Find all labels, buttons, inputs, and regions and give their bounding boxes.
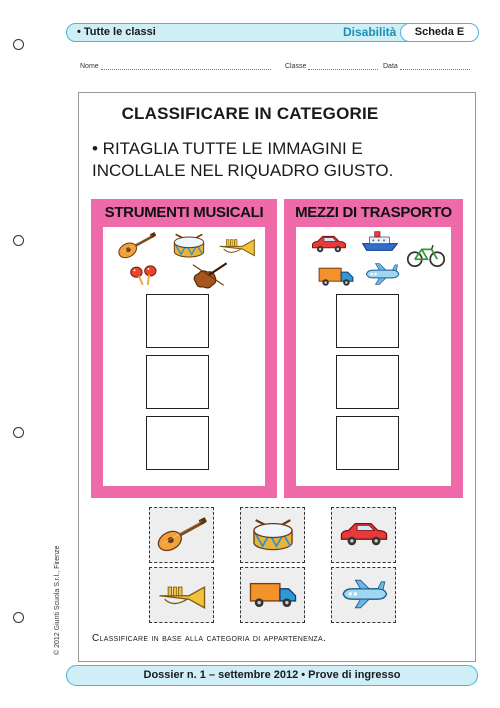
cutout-card[interactable] [149,567,214,623]
binder-hole [13,39,24,50]
cutout-card[interactable] [331,567,396,623]
binder-hole [13,427,24,438]
sheet-badge: Scheda E [400,23,479,42]
ship-icon [360,227,400,255]
car-icon [310,231,348,257]
paste-box[interactable] [336,355,399,409]
airplane-icon [338,574,390,614]
class-field[interactable] [285,62,378,70]
class-field-label: Classe [285,63,307,70]
cutout-card[interactable] [240,507,305,563]
header-bar [66,23,478,42]
drum-icon [169,231,209,259]
trumpet-icon [217,231,257,259]
category-area [296,227,451,486]
category-area [103,227,265,486]
guitar-icon [117,231,157,259]
binder-hole [13,235,24,246]
airplane-icon [362,261,402,287]
cutout-card[interactable] [149,507,214,563]
paste-box[interactable] [146,416,209,470]
guitar-icon [156,514,208,554]
date-label: Data [383,63,398,70]
drum-icon [247,514,299,554]
paste-box[interactable] [336,416,399,470]
category-title: MEZZI DI TRASPORTO [295,204,452,221]
category-panel-instruments [91,199,277,498]
name-field[interactable] [80,62,271,70]
category-panel-transport [284,199,463,498]
trumpet-icon [156,574,208,614]
subject-label: Disabilità [343,25,397,39]
cutout-card[interactable] [240,567,305,623]
paste-box[interactable] [146,355,209,409]
instruction-text [92,138,393,182]
instruction-line: INCOLLALE NEL RIQUADRO GIUSTO. [92,161,394,180]
category-title: STRUMENTI MUSICALI [104,204,264,221]
binder-hole [13,612,24,623]
instruction-line: • RITAGLIA TUTTE LE IMMAGINI E [92,139,363,158]
worksheet-title: CLASSIFICARE IN CATEGORIE [121,104,379,123]
footer-bar: Dossier n. 1 – settembre 2012 • Prove di ingresso [66,665,478,686]
paste-box[interactable] [336,294,399,348]
maracas-icon [125,263,163,289]
violin-icon [187,259,231,291]
copyright: © 2012 Giunti Scuola S.r.l., Firenze [54,545,61,655]
truck-icon [316,263,356,289]
paste-box[interactable] [146,294,209,348]
class-label: • Tutte le classi [77,26,156,38]
truck-icon [247,574,299,614]
car-icon [338,514,390,554]
bicycle-icon [404,241,448,269]
name-label: Nome [80,63,99,70]
date-field[interactable] [383,62,470,70]
caption: Classificare in base alla categoria di appartenenza. [92,633,327,644]
cutout-card[interactable] [331,507,396,563]
